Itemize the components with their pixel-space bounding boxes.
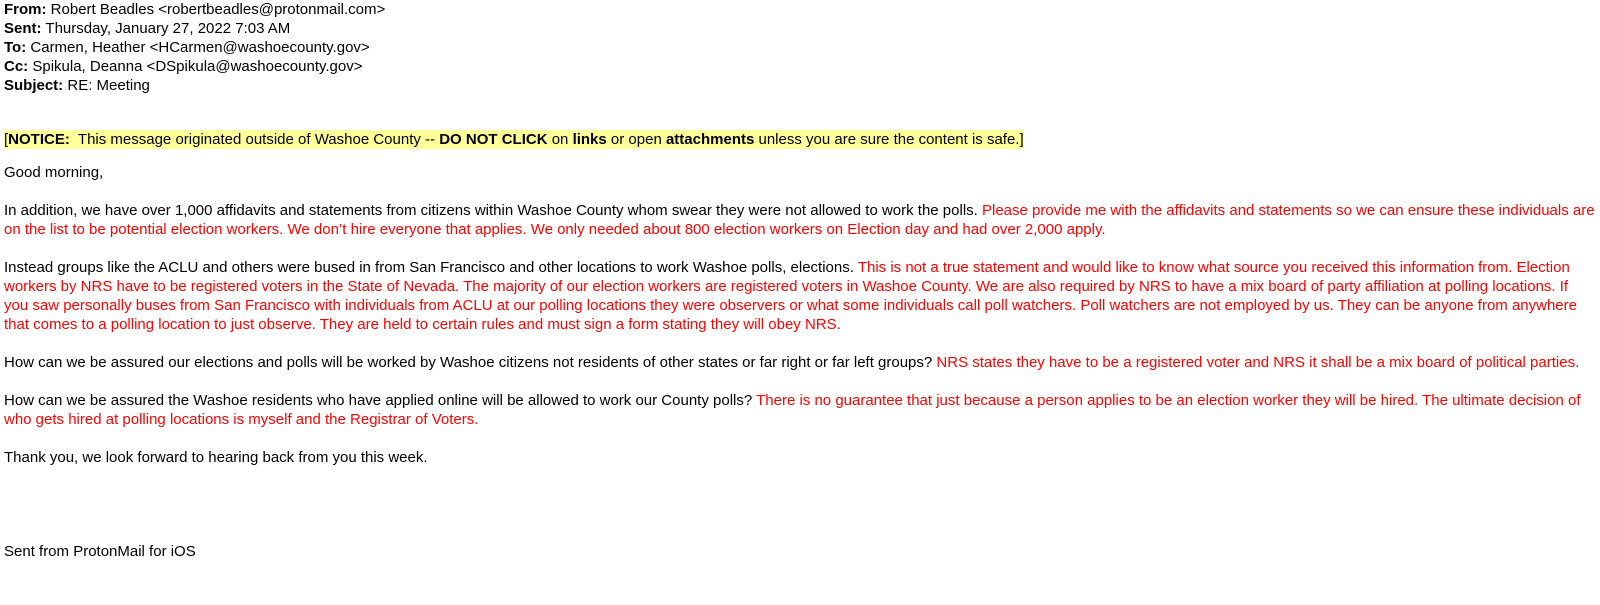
to-label: To: xyxy=(4,39,27,56)
email-header xyxy=(4,0,1596,95)
reply-text: There is no guarantee that just because a person applies to be an election worker they will be hired. The ultimate decision of who gets hired at polling locations is myself and the Registrar of Voters. xyxy=(4,392,1581,428)
from-value: Robert Beadles <robertbeadles@protonmail.com> xyxy=(50,1,386,18)
reply-text: This is not a true statement and would like to know what source you received this information from. Election workers by NRS have to be registered voters in the State of Nevada. The majority of our election workers are registered voters in Washoe County. We are also required by NRS to have a mix board of party affiliation at polling locations. If you saw personally buses from San Francisco with individuals from ACLU at our polling locations they were observers or what some individuals call poll watchers. Poll watchers are not employed by us. They can be anyone from anywhere that comes to a polling location to just observe. They are held to certain rules and must sign a form stating they will obey NRS. xyxy=(4,259,1577,333)
sent-label: Sent: xyxy=(4,20,42,37)
question-text: How can we be assured the Washoe residents who have applied online will be allowed to work our County polls? xyxy=(4,392,753,409)
subject-value: RE: Meeting xyxy=(67,77,150,94)
question-text: Instead groups like the ACLU and others were bused in from San Francisco and other locations to work Washoe polls, elections. xyxy=(4,259,854,276)
cc-value: Spikula, Deanna <DSpikula@washoecounty.gov> xyxy=(32,58,363,75)
notice-attachments: attachments xyxy=(665,131,755,148)
paragraph-aclu xyxy=(4,258,1596,334)
notice-text-4: unless you are sure the content is safe.] xyxy=(754,131,1024,148)
to-line xyxy=(4,38,1596,57)
notice-links: links xyxy=(572,131,607,148)
reply-text: NRS states they have to be a registered voter and NRS it shall be a mix board of political parties. xyxy=(936,354,1580,371)
paragraph-online-applicants xyxy=(4,391,1596,429)
paragraph-affidavits xyxy=(4,201,1596,239)
cc-line xyxy=(4,57,1596,76)
notice-text-3: or open xyxy=(606,131,666,148)
notice-label: NOTICE: xyxy=(8,131,70,148)
cc-label: Cc: xyxy=(4,58,29,75)
sent-value: Thursday, January 27, 2022 7:03 AM xyxy=(45,20,291,37)
question-text: In addition, we have over 1,000 affidavits and statements from citizens within Washoe County whom swear they were not allowed to work the polls. xyxy=(4,202,978,219)
sent-line xyxy=(4,19,1596,38)
from-label: From: xyxy=(4,1,47,18)
greeting: Good morning, xyxy=(4,164,104,181)
reply-text: Please provide me with the affidavits and statements so we can ensure these individuals are on the list to be potential election workers. We don’t hire everyone that applies. We only needed about 800 election workers on Election day and had over 2,000 apply. xyxy=(4,202,1595,238)
question-text: How can we be assured our elections and polls will be worked by Washoe citizens not residents of other states or far right or far left groups? xyxy=(4,354,933,371)
to-value: Carmen, Heather <HCarmen@washoecounty.gov> xyxy=(30,39,370,56)
notice-do-not-click: DO NOT CLICK xyxy=(439,131,548,148)
subject-line xyxy=(4,76,1596,95)
subject-label: Subject: xyxy=(4,77,64,94)
notice-open-bracket: [ xyxy=(4,131,9,148)
notice-text-1: This message originated outside of Washoe County -- xyxy=(69,131,440,148)
notice-text-2: on xyxy=(547,131,573,148)
paragraph-washoe-citizens xyxy=(4,353,1596,372)
signoff: Thank you, we look forward to hearing back from you this week. xyxy=(4,449,428,466)
from-line xyxy=(4,0,1596,19)
external-email-notice xyxy=(4,130,1024,149)
email-signature: Sent from ProtonMail for iOS xyxy=(4,543,196,560)
